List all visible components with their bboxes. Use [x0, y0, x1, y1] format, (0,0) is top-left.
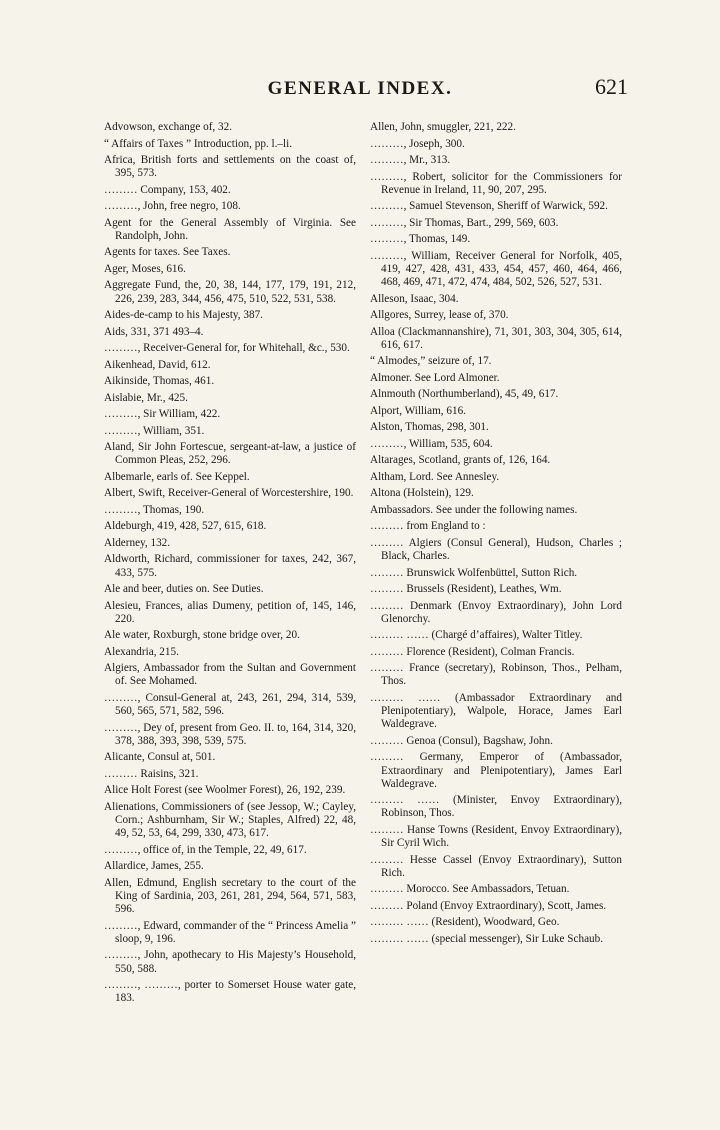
index-entry: ……… Denmark (Envoy Extraordinary), John Lord Glenorchy.	[370, 599, 622, 625]
index-entry: ………, Sir William, 422.	[104, 408, 221, 421]
index-entry: Aikenhead, David, 612.	[104, 358, 211, 371]
index-entry: ………, office of, in the Temple, 22, 49, 617.	[104, 843, 307, 856]
index-entry: Ager, Moses, 616.	[104, 262, 186, 275]
index-entry: ……… …… (special messenger), Sir Luke Schaub.	[370, 932, 604, 945]
index-entry: ………, John, apothecary to His Majesty’s Household, 550, 588.	[104, 949, 356, 975]
index-entry: Alleson, Isaac, 304.	[370, 292, 459, 305]
index-entry: ……… Florence (Resident), Colman Francis.	[370, 645, 575, 658]
index-entry: ……… Hesse Cassel (Envoy Extraordinary), Sutton Rich.	[370, 853, 622, 879]
index-entry: ……… Poland (Envoy Extraordinary), Scott, James.	[370, 899, 607, 912]
index-entry: ……… from England to :	[370, 520, 486, 533]
index-column-right	[370, 121, 622, 949]
index-entry: ………, Robert, solicitor for the Commissioners for Revenue in Ireland, 11, 90, 207, 295.	[370, 170, 622, 196]
index-entry: Altona (Holstein), 129.	[370, 487, 474, 500]
page-title: GENERAL INDEX.	[267, 78, 453, 99]
index-entry: ………, William, 351.	[104, 424, 205, 437]
index-entry: Allardice, James, 255.	[104, 860, 204, 873]
index-entry: ………, William, 535, 604.	[370, 437, 493, 450]
index-entry: Agents for taxes. See Taxes.	[104, 246, 231, 259]
index-entry: ………, Thomas, 190.	[104, 503, 205, 516]
index-entry: ………, Thomas, 149.	[370, 233, 471, 246]
index-entry: Aikinside, Thomas, 461.	[104, 375, 215, 388]
index-entry: Altham, Lord. See Annesley.	[370, 470, 500, 483]
page-number: 621	[595, 74, 628, 99]
index-entry: Aldworth, Richard, commissioner for taxes, 242, 367, 433, 575.	[104, 553, 356, 579]
index-entry: Ambassadors. See under the following names.	[370, 503, 578, 516]
index-entry: ………, Samuel Stevenson, Sheriff of Warwick, 592.	[370, 200, 608, 213]
index-entry: Alexandria, 215.	[104, 645, 179, 658]
index-entry: ………, ………, porter to Somerset House water gate, 183.	[104, 979, 356, 1005]
index-entry: Albemarle, earls of. See Keppel.	[104, 470, 250, 483]
index-entry: Alport, William, 616.	[370, 404, 466, 417]
index-entry: ………, Sir Thomas, Bart., 299, 569, 603.	[370, 216, 559, 229]
index-entry: ………, Mr., 313.	[370, 154, 451, 166]
index-entry: Allen, John, smuggler, 221, 222.	[370, 121, 516, 133]
index-entry: ……… Brunswick Wolfenbüttel, Sutton Rich.	[370, 566, 578, 579]
index-entry: Aides-de-camp to his Majesty, 387.	[104, 309, 263, 322]
index-entry: Allgores, Surrey, lease of, 370.	[370, 309, 509, 322]
index-entry: Altarages, Scotland, grants of, 126, 164.	[370, 454, 551, 467]
index-entry: Ale and beer, duties on. See Duties.	[104, 583, 264, 596]
index-entry: ……… Hanse Towns (Resident, Envoy Extraordinary), Sir Cyril Wich.	[370, 823, 622, 850]
index-entry: Advowson, exchange of, 32.	[104, 121, 233, 133]
index-entry: Albert, Swift, Receiver-General of Worcestershire, 190.	[104, 487, 354, 500]
index-entry: ………, William, Receiver General for Norfolk, 405, 419, 427, 428, 431, 433, 454, 457, 460, 464, 466, 468, 469, 471, 472, 474, 484, 502, 526, 527, 531.	[370, 249, 622, 289]
index-entry: Alienations, Commissioners of (see Jessop, W.; Cayley, Corn.; Ashburnham, Sir W.; Staples, Alfred) 22, 48, 49, 52, 53, 64, 299, 330, 473, 617.	[104, 800, 356, 840]
index-entry: ………, Joseph, 300.	[370, 137, 465, 150]
index-column-left	[104, 121, 356, 1009]
index-entry: Aldeburgh, 419, 428, 527, 615, 618.	[104, 520, 267, 533]
index-entry: Alderney, 132.	[104, 536, 171, 549]
index-entry: ……… France (secretary), Robinson, Thos., Pelham, Thos.	[370, 662, 622, 688]
index-entry: ……… Algiers (Consul General), Hudson, Charles ; Black, Charles.	[370, 536, 622, 563]
index-entry: Aislabie, Mr., 425.	[104, 391, 188, 404]
index-entry: ………, John, free negro, 108.	[104, 200, 241, 213]
index-entry: “ Affairs of Taxes ” Introduction, pp. l.–li.	[104, 137, 293, 150]
index-entry: Alice Holt Forest (see Woolmer Forest), 26, 192, 239.	[104, 784, 346, 797]
index-entry: ……… Brussels (Resident), Leathes, Wm.	[370, 583, 562, 596]
index-entry: Alston, Thomas, 298, 301.	[370, 421, 489, 434]
index-entry: ………, Consul-General at, 243, 261, 294, 314, 539, 560, 565, 571, 582, 596.	[104, 691, 356, 718]
index-entry: ……… …… (Resident), Woodward, Geo.	[370, 916, 560, 929]
index-entry: Almoner. See Lord Almoner.	[370, 371, 500, 384]
index-entry: Ale water, Roxburgh, stone bridge over, 20.	[104, 629, 300, 642]
index-entry: “ Almodes,” seizure of, 17.	[370, 355, 492, 368]
index-entry: Algiers, Ambassador from the Sultan and Government of. See Mohamed.	[104, 662, 356, 688]
index-entry: Agent for the General Assembly of Virginia. See Randolph, John.	[104, 216, 356, 242]
index-entry: ……… Genoa (Consul), Bagshaw, John.	[370, 734, 553, 747]
index-entry: ……… …… (Ambassador Extraordinary and Plenipotentiary), Walpole, Horace, James Earl Waldegrave.	[370, 691, 622, 731]
index-entry: Aland, Sir John Fortescue, sergeant-at-law, a justice of Common Pleas, 252, 296.	[104, 441, 356, 467]
index-entry: ……… Morocco. See Ambassadors, Tetuan.	[370, 883, 570, 896]
index-entry: ………, Receiver-General for, for Whitehall, &c., 530.	[104, 342, 350, 355]
index-entry: ……… …… (Minister, Envoy Extraordinary), Robinson, Thos.	[370, 794, 622, 820]
index-entry: Alicante, Consul at, 501.	[104, 751, 216, 764]
index-entry: Africa, British forts and settlements on the coast of, 395, 573.	[104, 154, 356, 180]
index-entry: Aggregate Fund, the, 20, 38, 144, 177, 179, 191, 212, 226, 239, 283, 344, 456, 475, 510, 522, 531, 538.	[104, 279, 356, 305]
index-entry: Allen, Edmund, English secretary to the court of the King of Sardinia, 203, 261, 281, 294, 564, 571, 583, 596.	[104, 876, 356, 916]
index-entry: ……… …… (Chargé d’affaires), Walter Titley.	[370, 629, 583, 642]
index-entry: ………, Dey of, present from Geo. II. to, 164, 314, 320, 378, 388, 393, 398, 539, 575.	[104, 721, 356, 747]
index-entry: Alesieu, Frances, alias Dumeny, petition of, 145, 146, 220.	[104, 599, 356, 625]
index-entry: Alnmouth (Northumberland), 45, 49, 617.	[370, 388, 559, 401]
page-header	[0, 74, 720, 104]
index-entry: ………, Edward, commander of the “ Princess Amelia ” sloop, 9, 196.	[104, 919, 356, 945]
index-entry: Alloa (Clackmannanshire), 71, 301, 303, 304, 305, 614, 616, 617.	[370, 325, 622, 351]
index-entry: Aids, 331, 371 493–4.	[104, 325, 204, 338]
index-entry: ……… Germany, Emperor of (Ambassador, Extraordinary and Plenipotentiary), James Earl Waldegrave.	[370, 751, 622, 790]
index-entry: ……… Company, 153, 402.	[104, 183, 231, 196]
index-entry: ……… Raisins, 321.	[104, 767, 199, 780]
